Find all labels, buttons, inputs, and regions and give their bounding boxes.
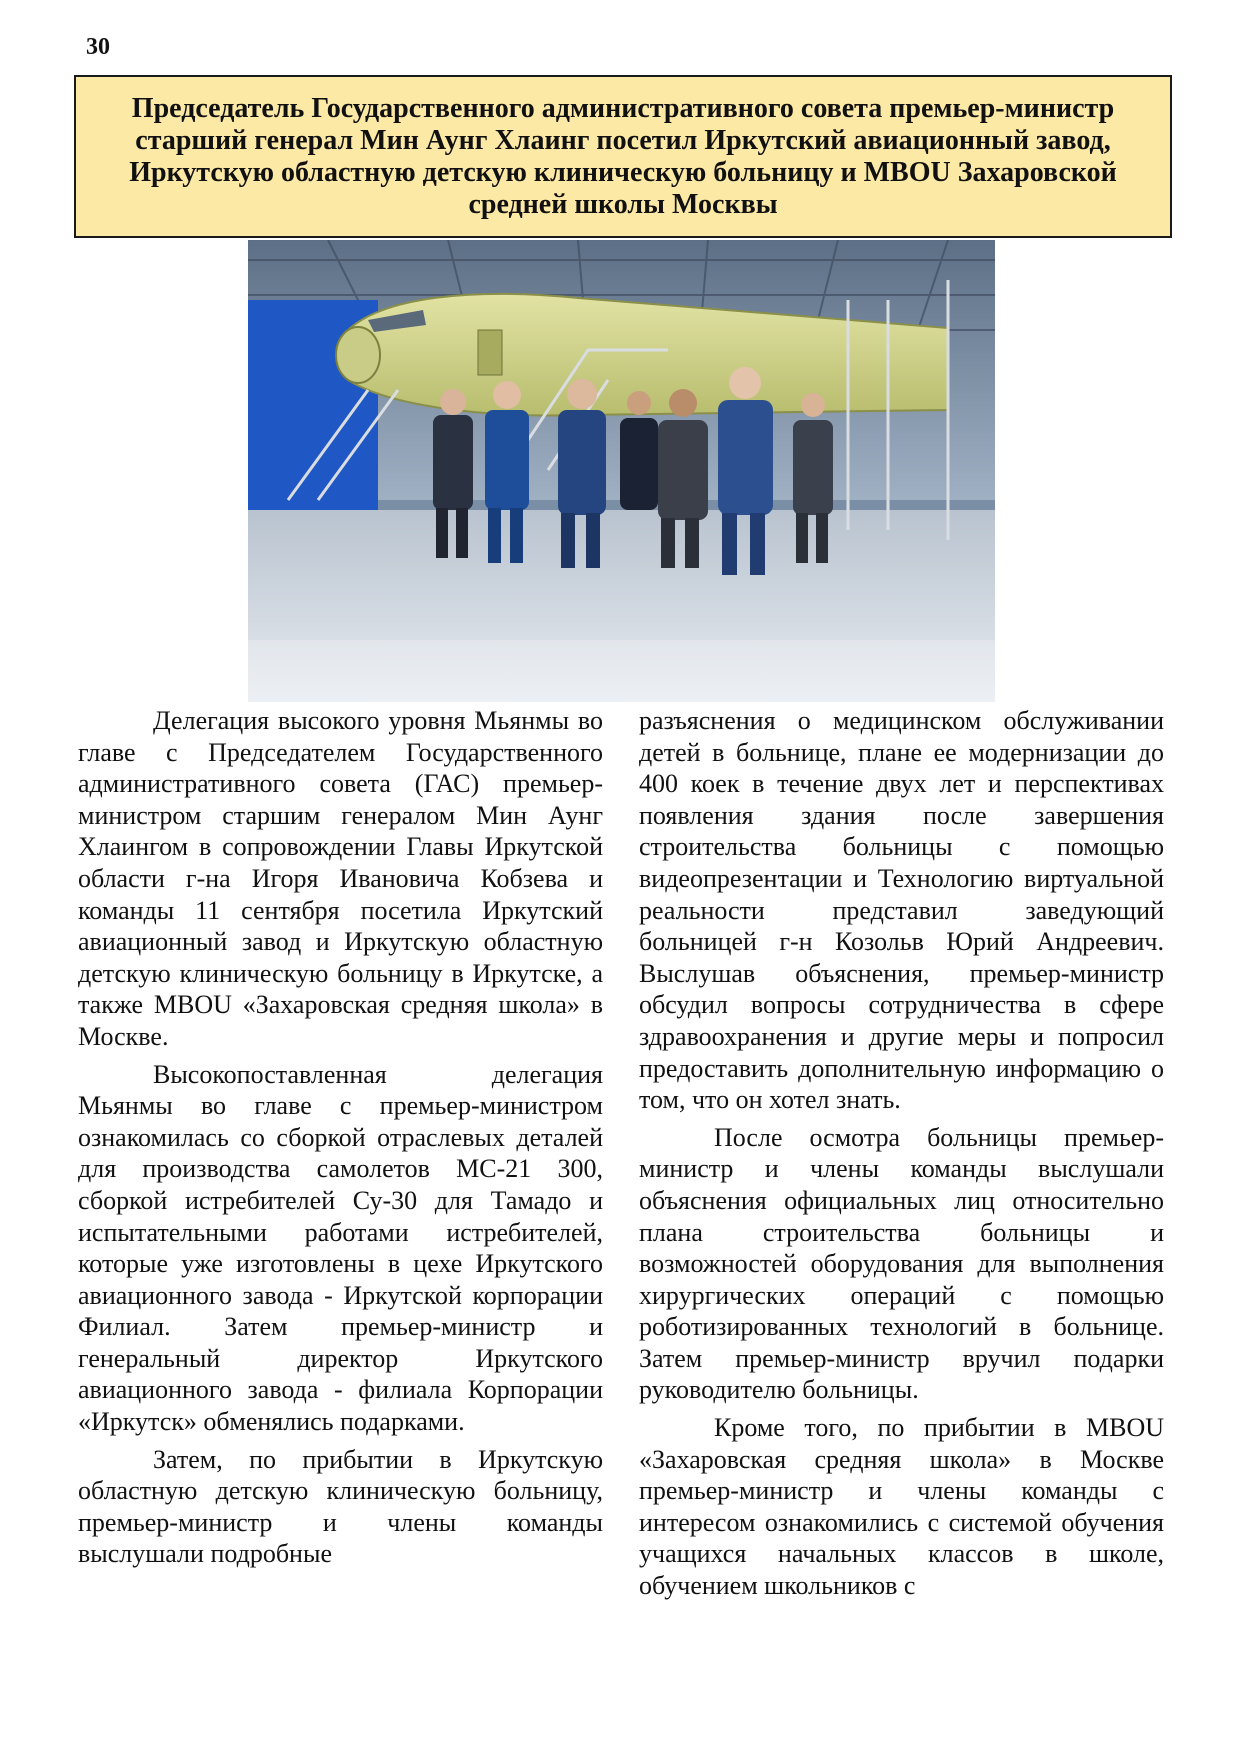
paragraph: разъяснения о медицинском обслуживании детей в больнице, плане ее модернизации до 400 коек в течение двух лет и перспективах появления здания после завершения строительства больницы с помощью видеопрезентации и Технологию виртуальной реальности представил заведующий больницей г-н Козольв Юрий Андреевич. Выслушав объяснения, премьер-министр обсудил вопросы сотрудничества в сфере здравоохранения и другие меры и попросил предоставить дополнительную информацию о том, что он хотел знать. <box>639 706 1164 1115</box>
paragraph: Затем, по прибытии в Иркутскую областную детскую клиническую больницу, премьер-министр и члены команды выслушали подробные <box>78 1444 603 1569</box>
page-number: 30 <box>86 34 110 60</box>
paragraph: Высокопоставленная делегация Мьянмы во главе с премьер-министром ознакомилась со сборкой отраслевых деталей для производства самолетов МС-21 300, сборкой истребителей Су-30 для Тамадо и испытательными работами истребителей, которые уже изготовлены в цехе Иркутского авиационного завода - Иркутской корпорации Филиал. Затем премьер-министр и генеральный директор Иркутского авиационного завода - филиала Корпорации «Иркутск» обменялись подарками. <box>78 1059 603 1437</box>
hangar-photo-illustration <box>248 240 995 702</box>
paragraph: Кроме того, по прибытии в MBOU «Захаровская средняя школа» в Москве премьер-министр и члены команды с интересом ознакомились с системой обучения учащихся начальных классов в школе, обучением школьников с <box>639 1413 1164 1601</box>
article-body <box>78 705 1164 1608</box>
left-column <box>78 705 603 1608</box>
paragraph: Делегация высокого уровня Мьянмы во главе с Председателем Государственного административного совета (ГАС) премьер-министром старшим генералом Мин Аунг Хлаингом в сопровождении Главы Иркутской области г-на Игоря Ивановича Кобзева и команды 11 сентября посетила Иркутский авиационный завод и Иркутскую областную детскую клиническую больницу в Иркутске, а также MBOU «Захаровская средняя школа» в Москве. <box>78 706 603 1051</box>
headline: Председатель Государственного административного совета премьер-министр старший генерал Мин Аунг Хлаинг посетил Иркутский авиационный завод, Иркутскую областную детскую клиническую больницу и MBOU Захаровской средней школы Москвы <box>129 92 1117 220</box>
headline-box <box>74 75 1172 238</box>
article-photo <box>248 240 995 702</box>
right-column <box>639 705 1164 1608</box>
paragraph: После осмотра больницы премьер-министр и члены команды выслушали объяснения официальных лиц относительно плана строительства больницы и возможностей оборудования для выполнения хирургических операций с помощью роботизированных технологий в больнице. Затем премьер-министр вручил подарки руководителю больницы. <box>639 1122 1164 1405</box>
